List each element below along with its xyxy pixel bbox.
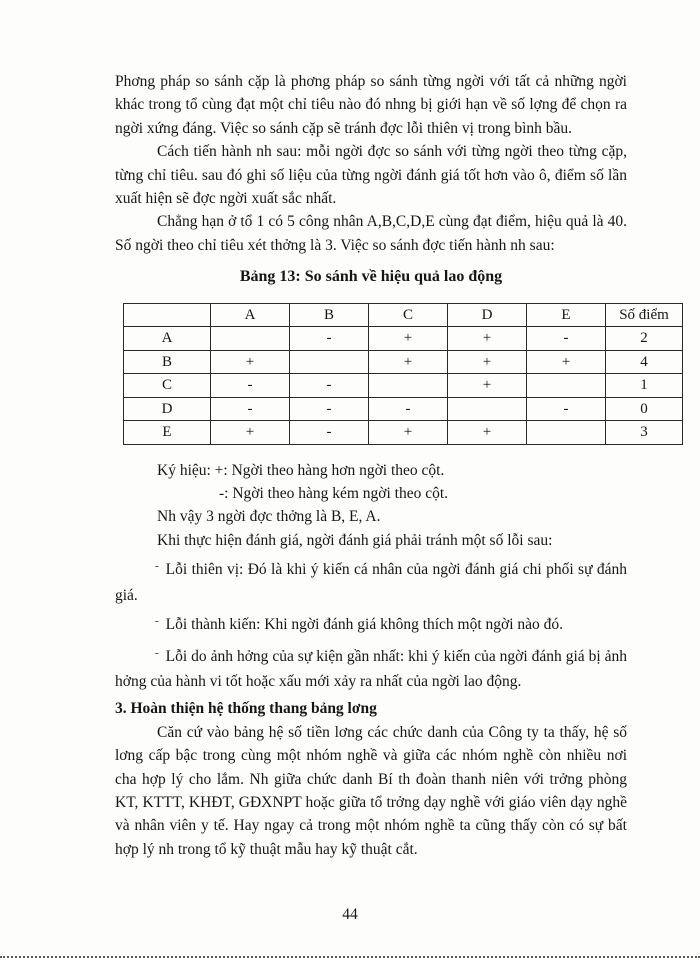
table-cell: - xyxy=(211,397,290,421)
page-number: 44 xyxy=(342,906,358,923)
table-cell xyxy=(527,421,606,445)
key-line-minus: -: Ngời theo hàng kém ngời theo cột. xyxy=(219,485,449,503)
bullet-item xyxy=(115,645,627,694)
bullet-item xyxy=(115,558,627,607)
column-header: E xyxy=(527,303,606,327)
table-cell: - xyxy=(290,421,369,445)
column-header xyxy=(124,303,211,327)
table-cell: + xyxy=(369,350,448,374)
section-heading: 3. Hoàn thiện hệ thống thang bảng lơng xyxy=(115,700,377,718)
table-cell: - xyxy=(211,374,290,398)
table-cell: + xyxy=(527,350,606,374)
row-label: C xyxy=(124,374,211,398)
table-cell: + xyxy=(211,350,290,374)
table-cell: + xyxy=(369,421,448,445)
score-cell: 4 xyxy=(606,350,683,374)
row-label: E xyxy=(124,421,211,445)
table-cell xyxy=(448,397,527,421)
table-cell: - xyxy=(290,374,369,398)
table-cell: + xyxy=(448,350,527,374)
bottom-dotted-rule xyxy=(0,956,700,958)
column-header: C xyxy=(369,303,448,327)
bullet-text: Lỗi do ảnh hởng của sự kiện gần nhất: khi ý kiến của ngời đánh giá bị ảnh hởng của hành vi tốt hoặc xấu mới xảy ra nhất của ngời lao động. xyxy=(115,647,627,690)
table-row xyxy=(124,397,683,421)
table-row xyxy=(124,374,683,398)
column-header: A xyxy=(211,303,290,327)
score-cell: 1 xyxy=(606,374,683,398)
paragraph-procedure: Cách tiến hành nh sau: mỗi ngời đợc so sánh với từng ngời theo từng cặp, từng chỉ tiêu. sau đó ghi số liệu của từng ngời đánh giá tốt hơn vào ô, điểm số lần xuất hiện sẽ đợc ngời xuất sắc nhất. xyxy=(115,143,627,208)
document-content xyxy=(115,70,669,861)
bullet-text: Lỗi thành kiến: Khi ngời đánh giá không thích một ngời nào đó. xyxy=(165,616,564,634)
table-cell: + xyxy=(448,327,527,351)
score-cell: 0 xyxy=(606,397,683,421)
comparison-table xyxy=(123,303,683,445)
table-cell: - xyxy=(369,397,448,421)
table-cell: + xyxy=(369,327,448,351)
table-cell xyxy=(211,327,290,351)
table-cell: - xyxy=(527,327,606,351)
bullet-marker: - xyxy=(155,615,159,628)
score-cell: 2 xyxy=(606,327,683,351)
table-cell xyxy=(290,350,369,374)
row-label: B xyxy=(124,350,211,374)
table-cell: + xyxy=(448,421,527,445)
paragraph-closing: Căn cứ vào bảng hệ số tiền lơng các chức danh của Công ty ta thấy, hệ số lơng cấp bậc trong cùng một nhóm nghề và giữa các nhóm nghề còn nhiều nơi cha hợp lý cho lắm. Nh giữa chức danh Bí th đoàn thanh niên với trởng phòng KT, KTTT, KHĐT, GĐXNPT hoặc giữa tổ trởng dạy nghề với giáo viên dạy nghề và nhân viên y tế. Hay ngay cả trong một nhóm nghề ta cũng thấy còn có sự bất hợp lý nh trong tổ kỹ thuật mẫu hay kỹ thuật cắt. xyxy=(115,723,627,858)
table-row xyxy=(124,421,683,445)
column-header: D xyxy=(448,303,527,327)
table-row xyxy=(124,327,683,351)
table-cell xyxy=(527,374,606,398)
table-header-row xyxy=(124,303,683,327)
column-header: B xyxy=(290,303,369,327)
bullet-text: Lỗi thiên vị: Đó là khi ý kiến cá nhân của ngời đánh giá chi phối sự đánh giá. xyxy=(115,561,627,604)
key-line-result: Nh vậy 3 ngời đợc thởng là B, E, A. xyxy=(157,508,381,526)
key-line-plus: Ký hiệu: +: Ngời theo hàng hơn ngời theo cột. xyxy=(157,461,445,479)
row-label: D xyxy=(124,397,211,421)
table-cell: - xyxy=(527,397,606,421)
bullet-marker: - xyxy=(155,560,159,573)
bullet-item xyxy=(115,613,627,638)
bullet-marker: - xyxy=(155,646,159,659)
key-line-errors-intro: Khi thực hiện đánh giá, ngời đánh giá phải tránh một số lỗi sau: xyxy=(157,531,553,549)
paragraph-example: Chẳng hạn ở tổ 1 có 5 công nhân A,B,C,D,E cùng đạt điểm, hiệu quả là 40. Số ngời theo chỉ tiêu xét thởng là 3. Việc so sánh đợc tiến hành nh sau: xyxy=(115,213,627,254)
row-label: A xyxy=(124,327,211,351)
score-cell: 3 xyxy=(606,421,683,445)
table-cell xyxy=(369,374,448,398)
table-cell: + xyxy=(448,374,527,398)
table-cell: - xyxy=(290,327,369,351)
table-cell: + xyxy=(211,421,290,445)
table-row xyxy=(124,350,683,374)
table-title: Bảng 13: So sánh về hiệu quả lao động xyxy=(239,268,503,286)
paragraph-method: Phơng pháp so sánh cặp là phơng pháp so sánh từng ngời với tất cả những ngời khác trong tổ cùng đạt một chỉ tiêu nào đó nhng bị giới hạn về số lợng để chọn ra ngời xứng đáng. Việc so sánh cặp sẽ tránh đợc lỗi thiên vị trong bình bầu. xyxy=(115,73,627,137)
table-cell: - xyxy=(290,397,369,421)
column-header: Số điểm xyxy=(606,303,683,327)
